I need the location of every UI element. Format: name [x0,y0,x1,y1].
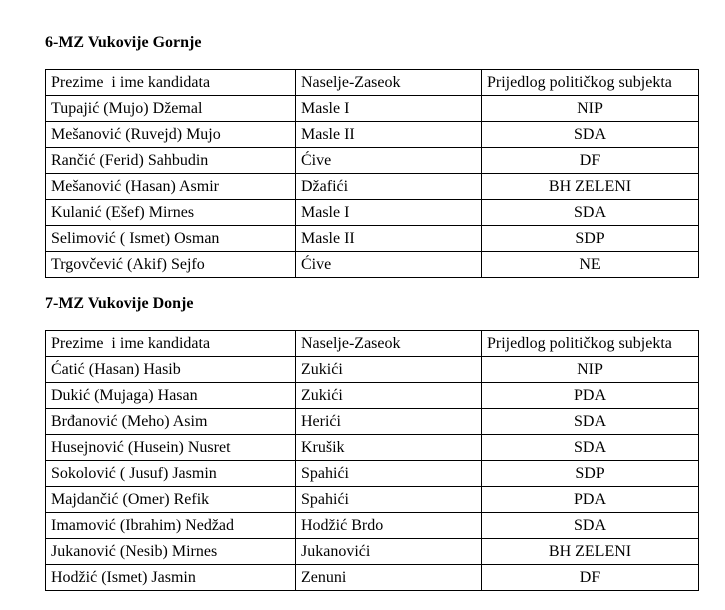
cell-candidate-name: Mešanović (Hasan) Asmir [46,174,296,200]
table-row [46,565,699,591]
cell-party: NIP [482,96,699,122]
cell-candidate-name: Kulanić (Ešef) Mirnes [46,200,296,226]
cell-candidate-name: Sokolović ( Jusuf) Jasmin [46,461,296,487]
cell-settlement: Ćive [296,148,482,174]
cell-settlement: Krušik [296,435,482,461]
cell-settlement: Zukići [296,357,482,383]
table-row [46,174,699,200]
cell-party: NE [482,252,699,278]
table-row [46,383,699,409]
cell-party: PDA [482,487,699,513]
cell-party: NIP [482,357,699,383]
cell-settlement: Spahići [296,487,482,513]
table-row [46,435,699,461]
cell-candidate-name: Brđanović (Meho) Asim [46,409,296,435]
cell-settlement: Jukanovići [296,539,482,565]
cell-party: DF [482,148,699,174]
cell-settlement: Masle II [296,226,482,252]
header-settlement: Naselje-Zaseok [296,70,482,96]
table-row [46,409,699,435]
table-header-row [46,70,699,96]
cell-candidate-name: Imamović (Ibrahim) Nedžad [46,513,296,539]
cell-party: SDP [482,226,699,252]
cell-party: BH ZELENI [482,174,699,200]
cell-candidate-name: Dukić (Mujaga) Hasan [46,383,296,409]
cell-settlement: Džafići [296,174,482,200]
cell-candidate-name: Mešanović (Ruvejd) Mujo [46,122,296,148]
table-row [46,252,699,278]
cell-party: SDA [482,122,699,148]
table-row [46,122,699,148]
cell-settlement: Masle II [296,122,482,148]
cell-party: BH ZELENI [482,539,699,565]
section-heading-6mz: 6-MZ Vukovije Gornje [45,34,202,51]
table-row [46,200,699,226]
table-row [46,148,699,174]
table-row [46,539,699,565]
cell-party: SDA [482,409,699,435]
cell-settlement: Masle I [296,96,482,122]
candidates-table-6mz [45,69,699,278]
cell-settlement: Zukići [296,383,482,409]
cell-candidate-name: Majdančić (Omer) Refik [46,487,296,513]
cell-settlement: Hodžić Brdo [296,513,482,539]
cell-candidate-name: Ćatić (Hasan) Hasib [46,357,296,383]
cell-candidate-name: Rančić (Ferid) Sahbudin [46,148,296,174]
cell-candidate-name: Trgovčević (Akif) Sejfo [46,252,296,278]
header-candidate-name: Prezime i ime kandidata [46,331,296,357]
table-row [46,357,699,383]
cell-settlement: Ćive [296,252,482,278]
cell-party: SDA [482,200,699,226]
cell-settlement: Masle I [296,200,482,226]
table-row [46,487,699,513]
cell-settlement: Zenuni [296,565,482,591]
cell-settlement: Herići [296,409,482,435]
cell-settlement: Spahići [296,461,482,487]
cell-candidate-name: Jukanović (Nesib) Mirnes [46,539,296,565]
header-settlement: Naselje-Zaseok [296,331,482,357]
cell-candidate-name: Hodžić (Ismet) Jasmin [46,565,296,591]
cell-candidate-name: Selimović ( Ismet) Osman [46,226,296,252]
cell-party: SDA [482,513,699,539]
cell-party: SDP [482,461,699,487]
candidates-table-7mz [45,330,699,591]
cell-party: PDA [482,383,699,409]
table-row [46,96,699,122]
cell-candidate-name: Tupajić (Mujo) Džemal [46,96,296,122]
cell-candidate-name: Husejnović (Husein) Nusret [46,435,296,461]
table-row [46,513,699,539]
table-header-row [46,331,699,357]
table-row [46,226,699,252]
header-party: Prijedlog političkog subjekta [482,70,699,96]
cell-party: SDA [482,435,699,461]
header-candidate-name: Prezime i ime kandidata [46,70,296,96]
cell-party: DF [482,565,699,591]
header-party: Prijedlog političkog subjekta [482,331,699,357]
table-row [46,461,699,487]
section-heading-7mz: 7-MZ Vukovije Donje [45,295,194,312]
